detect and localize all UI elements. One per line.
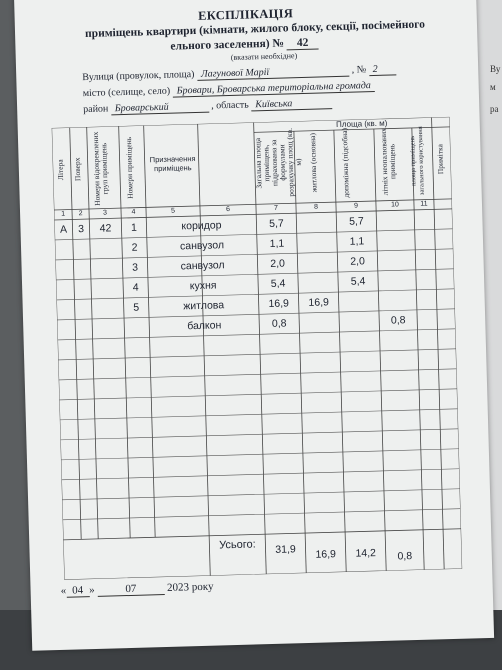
district-label: район: [83, 103, 109, 116]
row-line: [59, 389, 457, 400]
totals-living: 16,9: [315, 548, 337, 561]
cell-aux: 5,7: [348, 215, 364, 228]
date-day: 04: [66, 584, 89, 598]
street-value: Лагунової Марії: [197, 65, 350, 81]
document-subtitle: приміщень квартири (кімнати, жилого блоку, секції, посімейного: [84, 18, 426, 41]
cell-total: 5,7: [268, 217, 284, 230]
document-page: [14, 0, 494, 651]
date-month: 07: [97, 582, 164, 597]
note-text: (вказати необхідне): [230, 51, 298, 62]
explication-table: [52, 117, 462, 580]
date-year: 2023 року: [166, 580, 214, 594]
row-line: [62, 469, 460, 480]
cell-total: 16,9: [268, 297, 290, 311]
header-floor: Поверх: [72, 157, 83, 182]
column-number: 4: [131, 208, 136, 216]
cell-living: 16,9: [308, 296, 330, 309]
cell-room: 2: [131, 241, 138, 254]
cell-floor: 3: [77, 223, 85, 236]
row-line: [61, 449, 459, 460]
area-header: Площа (кв. м): [335, 118, 388, 130]
cell-purpose: кухня: [189, 279, 217, 293]
cell-total: 0,8: [271, 317, 287, 330]
header-note: Примітка: [435, 143, 446, 175]
header-summer: літніх неопалюваних приміщень: [378, 128, 398, 196]
date-line: « 04 » 07 2023 року: [60, 580, 214, 597]
header-aux: допоміжна (підсобна): [339, 127, 351, 198]
region-value: Київська: [251, 97, 332, 111]
cell-purpose: житлова: [183, 299, 225, 313]
column-number: 3: [103, 209, 108, 217]
cell-total: 5,4: [270, 277, 286, 290]
column-number: 5: [171, 207, 176, 215]
column-number: 2: [78, 210, 83, 218]
column-number: 6: [225, 206, 231, 214]
cell-purpose: санвузол: [180, 259, 225, 273]
cell-aux: 1,1: [349, 235, 365, 248]
district-line: [83, 97, 332, 115]
subtitle-prefix: ельного заселення) №: [170, 37, 285, 53]
row-line: [62, 489, 460, 500]
header-litera: Літера: [55, 159, 66, 181]
city-value: Бровари, Броварська територіальна громада: [172, 80, 375, 98]
column-number: 11: [420, 200, 428, 208]
column-number: 9: [353, 202, 359, 210]
house-label: , №: [351, 64, 367, 76]
column-number: 7: [273, 204, 279, 212]
cell-litera: А: [59, 223, 68, 236]
cell-aux: 5,4: [350, 275, 366, 288]
header-purpose: Призначення приміщень: [149, 153, 196, 174]
city-label: місто (селище, село): [82, 85, 171, 100]
header-group-numbers: Номери відокремлених груп приміщень: [90, 131, 110, 207]
next-page-fragment: Ву: [490, 64, 501, 74]
totals-aux: 14,2: [355, 547, 377, 560]
row-line: [63, 509, 461, 520]
row-line: [58, 349, 456, 360]
next-page-fragment: ра: [490, 104, 499, 114]
cell-aux: 2,0: [350, 255, 366, 268]
next-page-fragment: м: [490, 82, 496, 92]
cell-room: 4: [132, 281, 139, 294]
cell-purpose: балкон: [187, 319, 222, 333]
column-number: 8: [313, 203, 319, 211]
totals-summer: 0,8: [397, 550, 413, 563]
cell-room: 1: [130, 221, 138, 234]
cell-group: 42: [99, 222, 112, 235]
row-line: [60, 409, 458, 420]
document-title: ЕКСПЛІКАЦІЯ: [197, 6, 294, 23]
district-value: Броварський: [111, 101, 209, 116]
cell-purpose: санвузол: [179, 239, 225, 253]
cell-room: 3: [132, 261, 139, 274]
apartment-number: 42: [287, 37, 319, 51]
totals-total: 31,9: [275, 543, 296, 556]
header-common: площа приміщень загального користування: [409, 126, 426, 196]
header-living: житлова (основна): [307, 132, 319, 193]
header-room-numbers: Номери приміщень: [123, 136, 135, 199]
row-line: [60, 429, 458, 440]
cell-room: 5: [133, 301, 140, 314]
row-line: [58, 329, 456, 340]
cell-total: 1,1: [269, 237, 285, 250]
totals-label: Усього:: [218, 538, 256, 552]
region-label: , область: [210, 99, 249, 112]
column-number: 10: [390, 201, 399, 209]
house-value: 2: [369, 63, 396, 76]
cell-summer: 0,8: [390, 314, 406, 327]
cell-total: 2,0: [270, 257, 286, 270]
row-line: [59, 369, 457, 380]
street-label: Вулиця (провулок, площа): [82, 68, 195, 84]
header-total-area: Загальна площа приміщень, підрахована за формулами розрахунку площ (кв. м): [253, 127, 303, 197]
cell-purpose: коридор: [181, 219, 222, 233]
column-number: 1: [61, 210, 66, 218]
